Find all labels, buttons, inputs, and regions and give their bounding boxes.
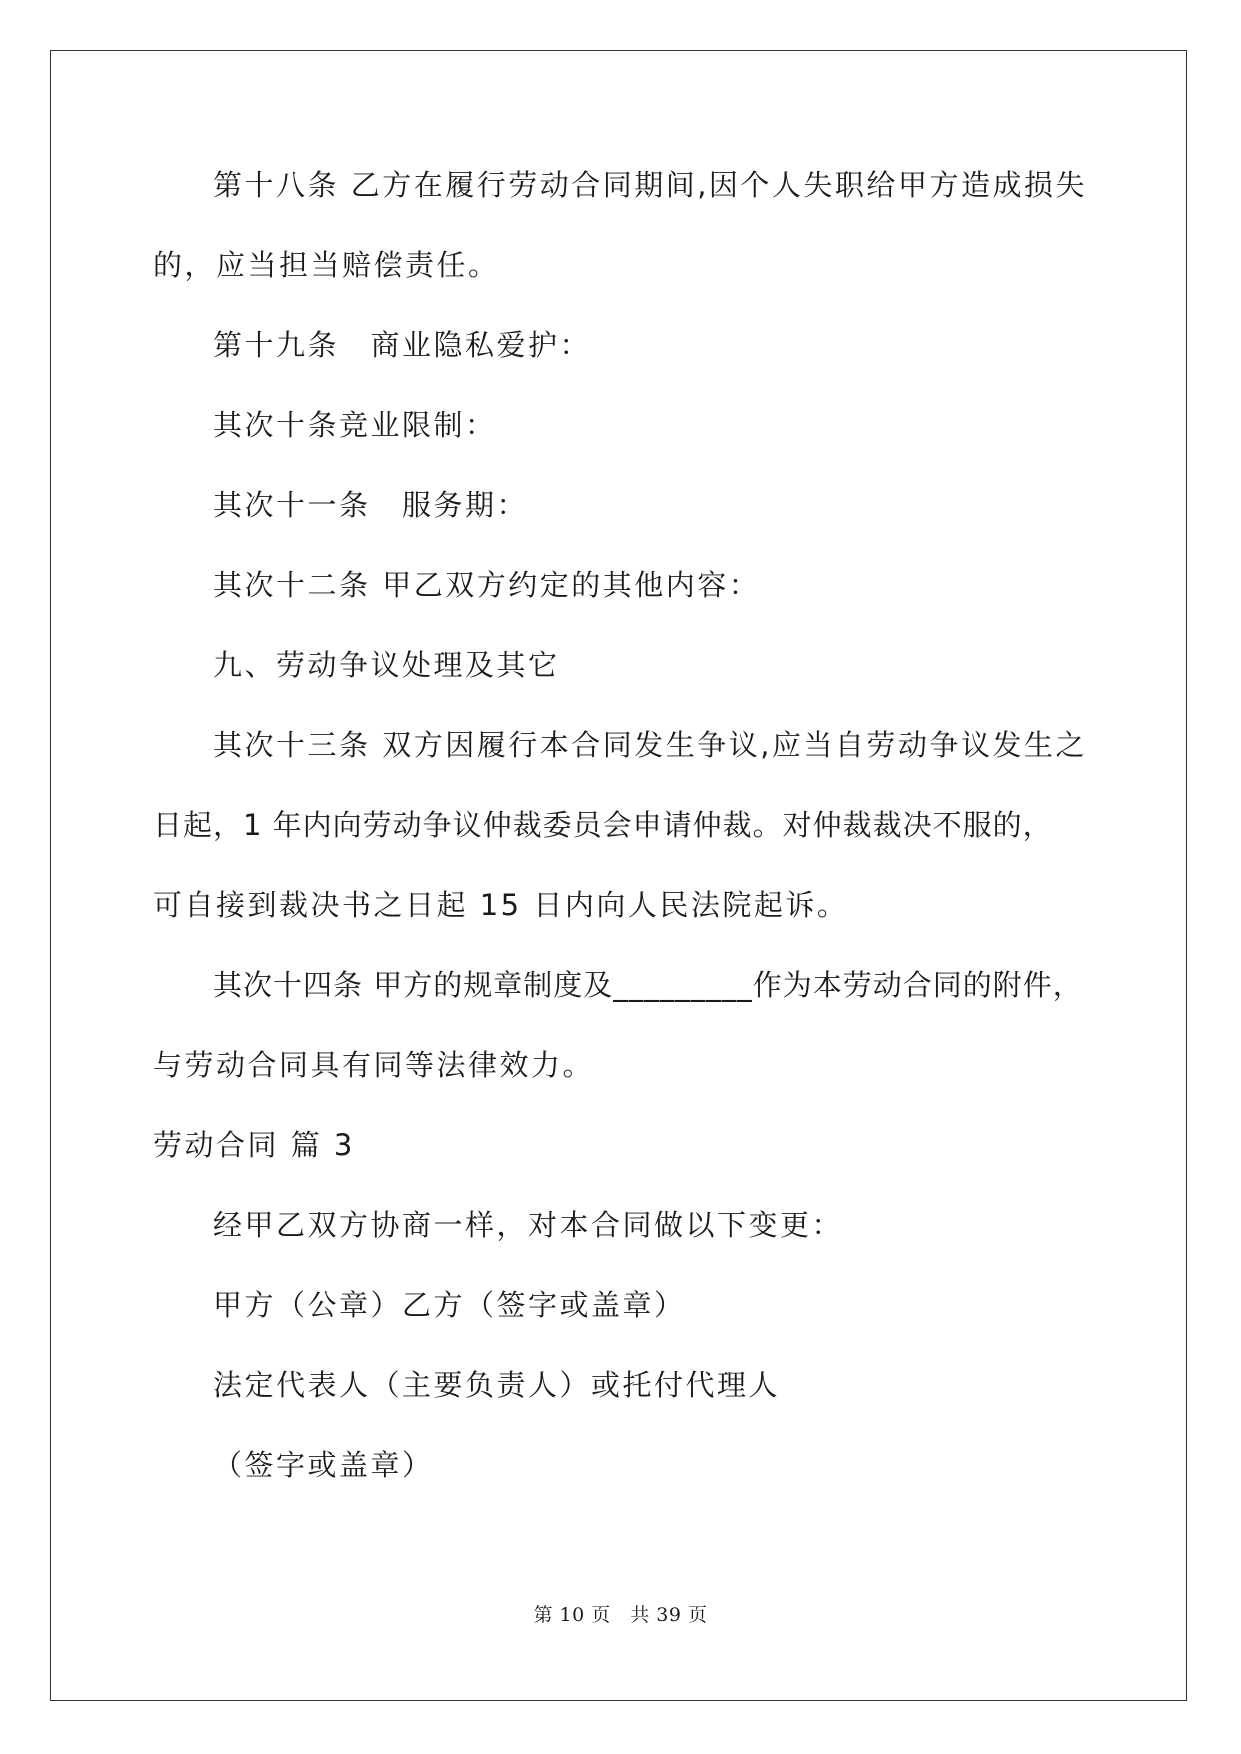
- paragraph-line: 其次十三条 双方因履行本合同发生争议,应当自劳动争议发生之: [213, 728, 1087, 762]
- paragraph-line: 第十八条 乙方在履行劳动合同期间,因个人失职给甲方造成损失: [213, 168, 1087, 202]
- document-body: [153, 165, 1113, 1525]
- paragraph-line: 其次十条竞业限制：: [213, 408, 497, 442]
- page-number: 第 10 页 共 39 页: [533, 1604, 708, 1626]
- section-heading: 九、劳动争议处理及其它: [213, 648, 560, 682]
- paragraph-line: 经甲乙双方协商一样，对本合同做以下变更：: [213, 1208, 844, 1242]
- signature-line: 法定代表人（主要负责人）或托付代理人: [213, 1368, 781, 1402]
- paragraph-line: 日起，1 年内向劳动争议仲裁委员会申请仲裁。对仲裁裁决不服的，: [153, 808, 1053, 842]
- paragraph-line: 其次十二条 甲乙双方约定的其他内容：: [213, 568, 761, 602]
- signature-line: （签字或盖章）: [213, 1448, 434, 1482]
- paragraph-line: 可自接到裁决书之日起 15 日内向人民法院起诉。: [153, 888, 849, 922]
- paragraph-line: 其次十四条 甲方的规章制度及_________作为本劳动合同的附件，: [213, 968, 1083, 1002]
- paragraph-line: 其次十一条 服务期：: [213, 488, 529, 522]
- paragraph-line: 的，应当担当赔偿责任。: [153, 248, 500, 282]
- document-title: 劳动合同 篇 3: [153, 1128, 355, 1162]
- signature-line: 甲方（公章）乙方（签字或盖章）: [213, 1288, 686, 1322]
- paragraph-line: 第十九条 商业隐私爱护：: [213, 328, 592, 362]
- paragraph-line: 与劳动合同具有同等法律效力。: [153, 1048, 595, 1082]
